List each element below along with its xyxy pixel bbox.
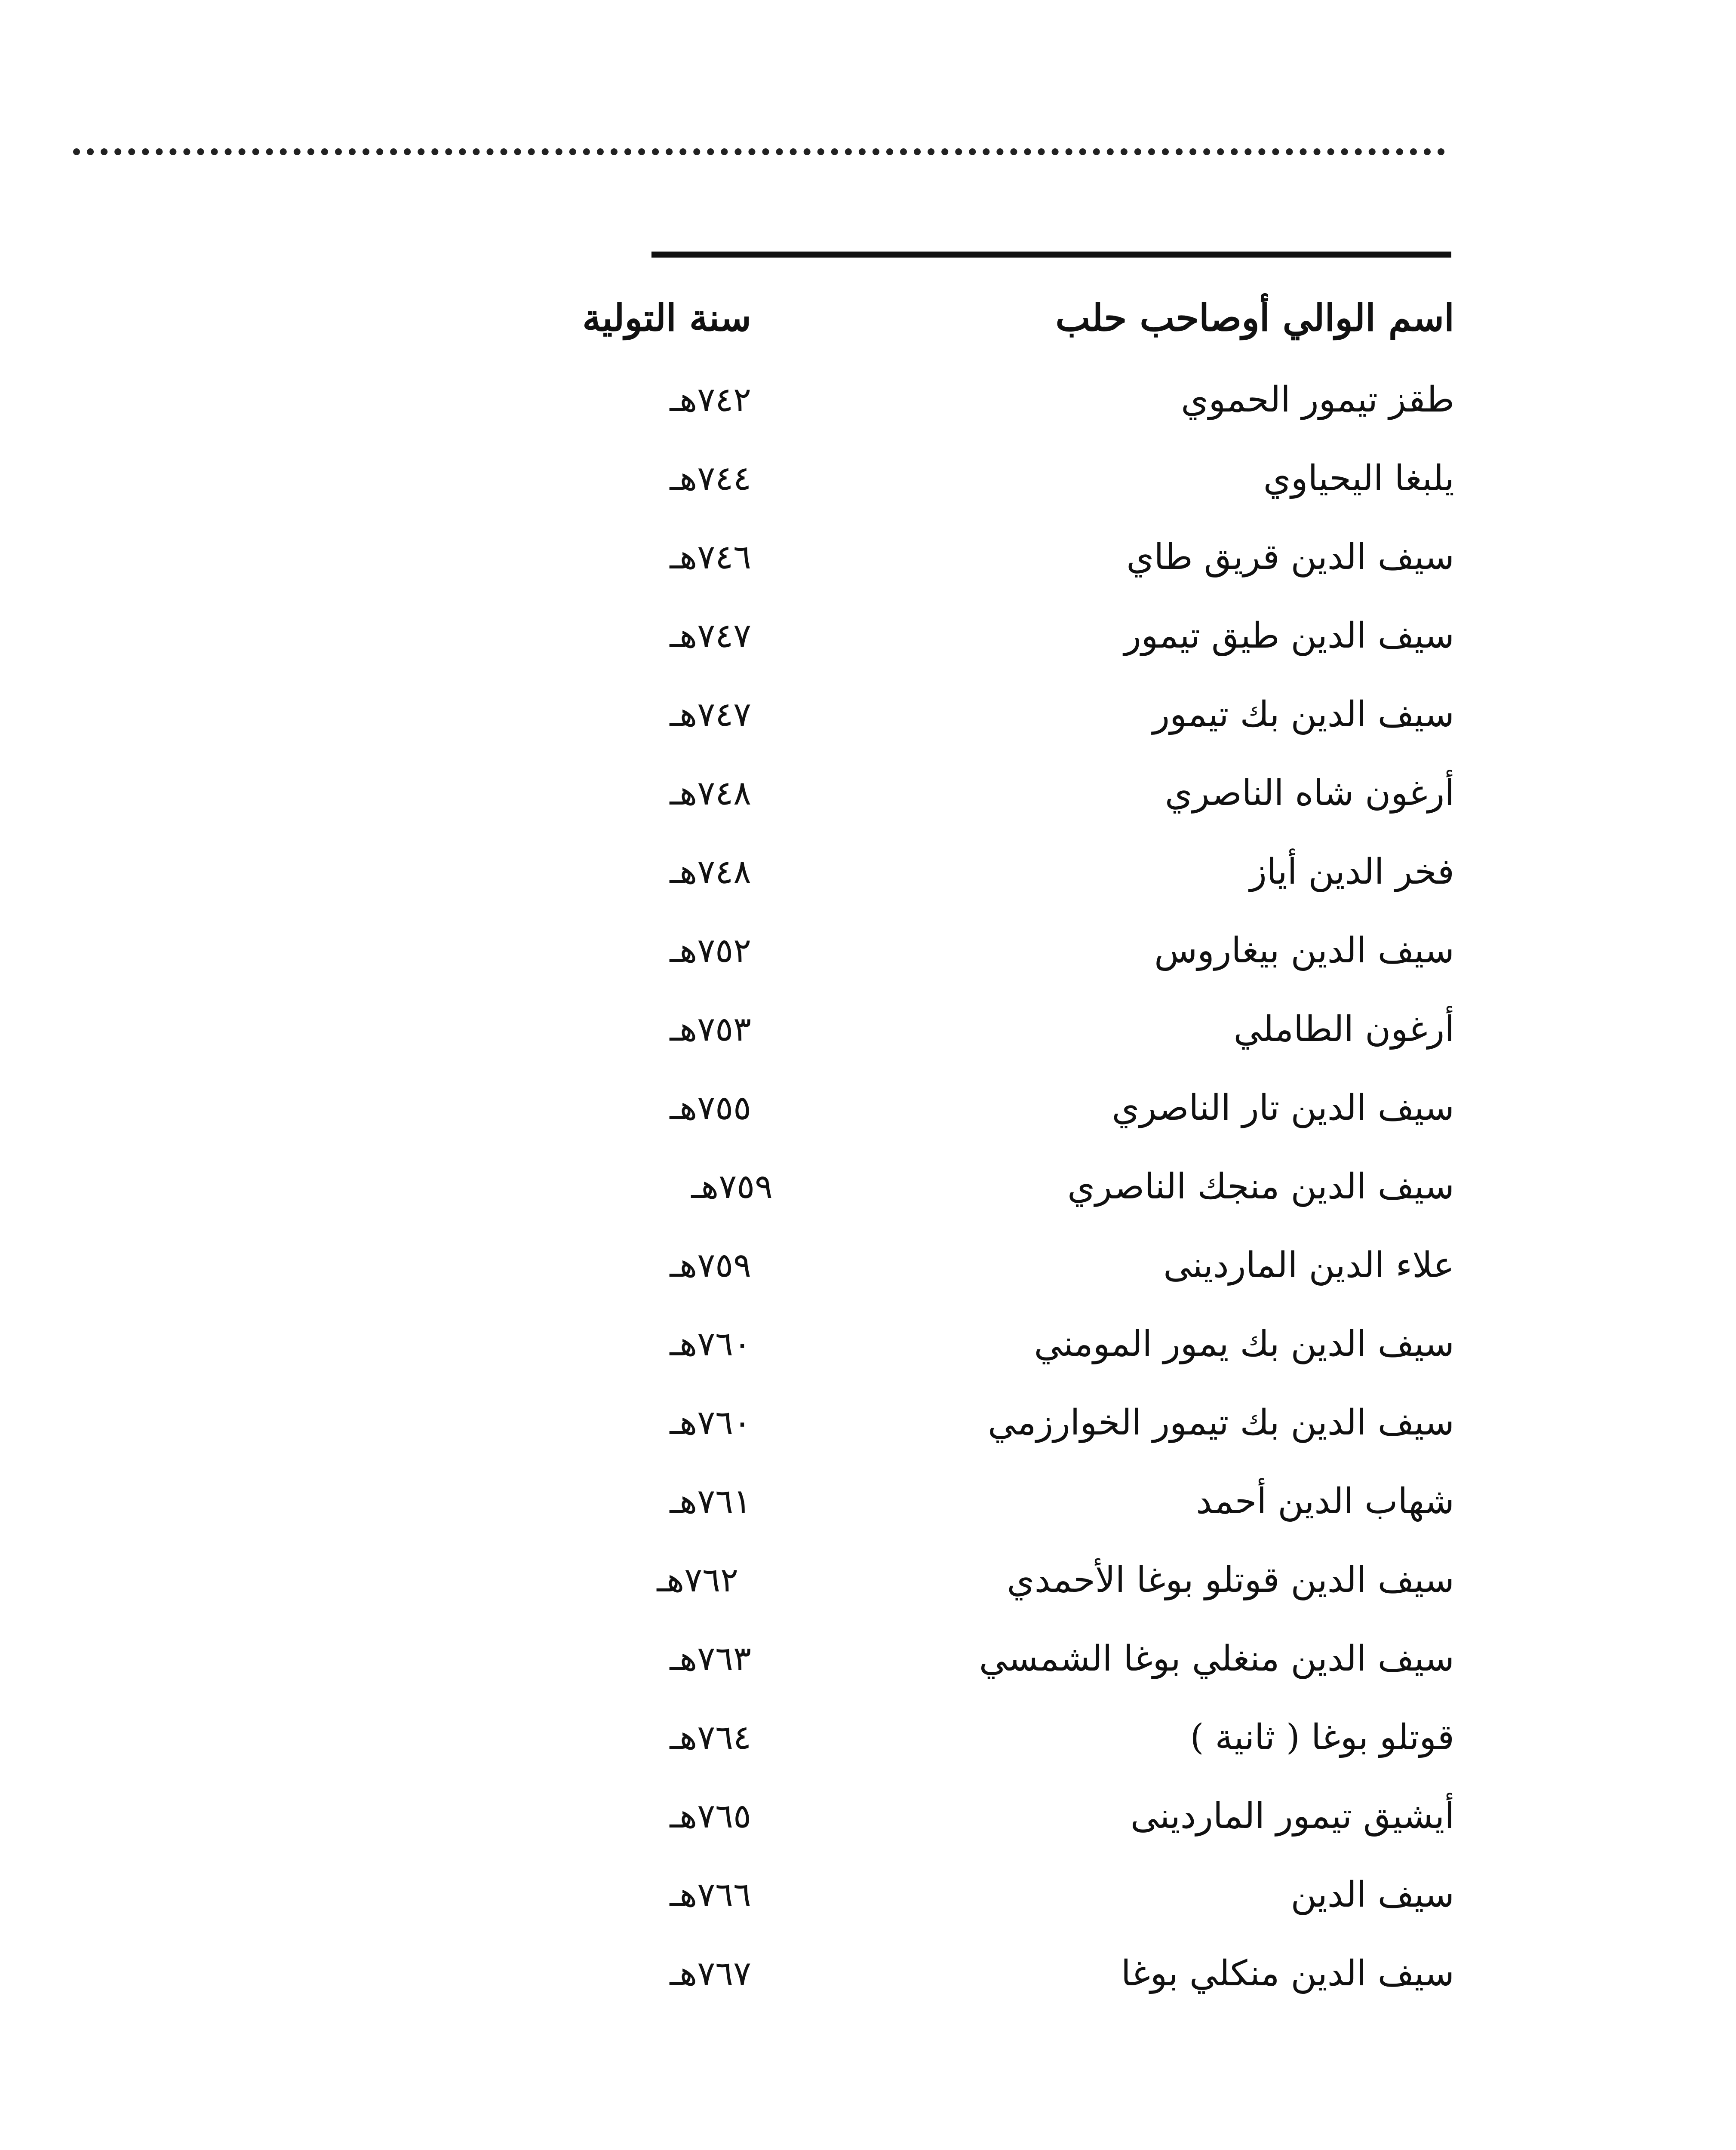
column-header-name: اسم الوالي أوصاحب حلب [1055,296,1454,340]
table-row [0,446,1736,511]
accession-year: ٧٦٥هـ [670,1797,751,1836]
top-dotted-rule [73,148,1445,155]
table-row [0,1076,1736,1140]
accession-year: ٧٦٤هـ [670,1718,751,1757]
governor-name: قوتلو بوغا ( ثانية ) [1190,1717,1454,1758]
accession-year: ٧٤٨هـ [670,853,751,891]
table-header-rule [651,252,1451,258]
table-row [0,1312,1736,1376]
accession-year: ٧٦٠هـ [670,1404,751,1442]
accession-year: ٧٦٦هـ [670,1876,751,1914]
governor-name: شهاب الدين أحمد [1196,1481,1454,1522]
accession-year: ٧٤٤هـ [670,459,751,498]
accession-year: ٧٤٢هـ [670,381,751,419]
accession-year: ٧٦٢هـ [657,1561,738,1600]
governor-name: سيف الدين منكلي بوغا [1121,1953,1454,1994]
table-row [0,1627,1736,1691]
table-row [0,525,1736,590]
table-row [0,997,1736,1062]
governor-name: سيف الدين قريق طاي [1126,537,1454,577]
accession-year: ٧٦٧هـ [670,1954,751,1993]
table-row [0,1863,1736,1927]
accession-year: ٧٥٣هـ [670,1010,751,1049]
governor-name: سيف الدين منجك الناصري [1067,1166,1454,1207]
accession-year: ٧٤٧هـ [670,617,751,655]
table-header [0,286,1736,350]
governor-name: سيف الدين بك يمور المومني [1034,1324,1454,1364]
table-row [0,368,1736,432]
accession-year: ٧٥٥هـ [670,1089,751,1127]
table-row [0,604,1736,668]
governor-name: يلبغا اليحياوي [1263,458,1454,499]
governor-name: سيف الدين تار الناصري [1112,1087,1454,1128]
column-header-year: سنة التولية [582,296,751,340]
table-row [0,1469,1736,1534]
table-row [0,682,1736,747]
governor-name: سيف الدين [1290,1874,1454,1915]
governor-name: سيف الدين بيغاروس [1154,930,1454,971]
governor-name: سيف الدين قوتلو بوغا الأحمدي [1007,1560,1454,1600]
governor-name: فخر الدين أياز [1250,851,1454,892]
accession-year: ٧٤٧هـ [670,695,751,734]
accession-year: ٧٥٩هـ [670,1246,751,1285]
governor-name: طقز تيمور الحموي [1181,379,1454,420]
accession-year: ٧٤٨هـ [670,774,751,813]
table-row [0,1705,1736,1770]
accession-year: ٧٦٠هـ [670,1325,751,1364]
accession-year: ٧٥٩هـ [691,1167,773,1206]
accession-year: ٧٦١هـ [670,1482,751,1521]
accession-year: ٧٤٦هـ [670,538,751,577]
table-row [0,1391,1736,1455]
table-row [0,918,1736,983]
governor-name: أيشيق تيمور الماردينى [1130,1796,1454,1837]
table-row [0,1941,1736,2006]
table-row [0,1233,1736,1298]
table-row [0,1548,1736,1612]
table-row [0,761,1736,826]
governor-name: علاء الدين الماردينى [1163,1245,1454,1286]
governor-name: سيف الدين بك تيمور [1152,694,1454,735]
governor-name: أرغون الطاملي [1233,1009,1454,1050]
accession-year: ٧٦٣هـ [670,1640,751,1678]
governor-name: سيف الدين منغلي بوغا الشمسي [979,1638,1454,1679]
accession-year: ٧٥٢هـ [670,931,751,970]
table-row [0,1784,1736,1849]
governor-name: سيف الدين بك تيمور الخوارزمي [988,1402,1454,1443]
table-row [0,840,1736,904]
table-row [0,1155,1736,1219]
governor-name: أرغون شاه الناصري [1165,773,1454,814]
governor-name: سيف الدين طيق تيمور [1124,615,1454,656]
